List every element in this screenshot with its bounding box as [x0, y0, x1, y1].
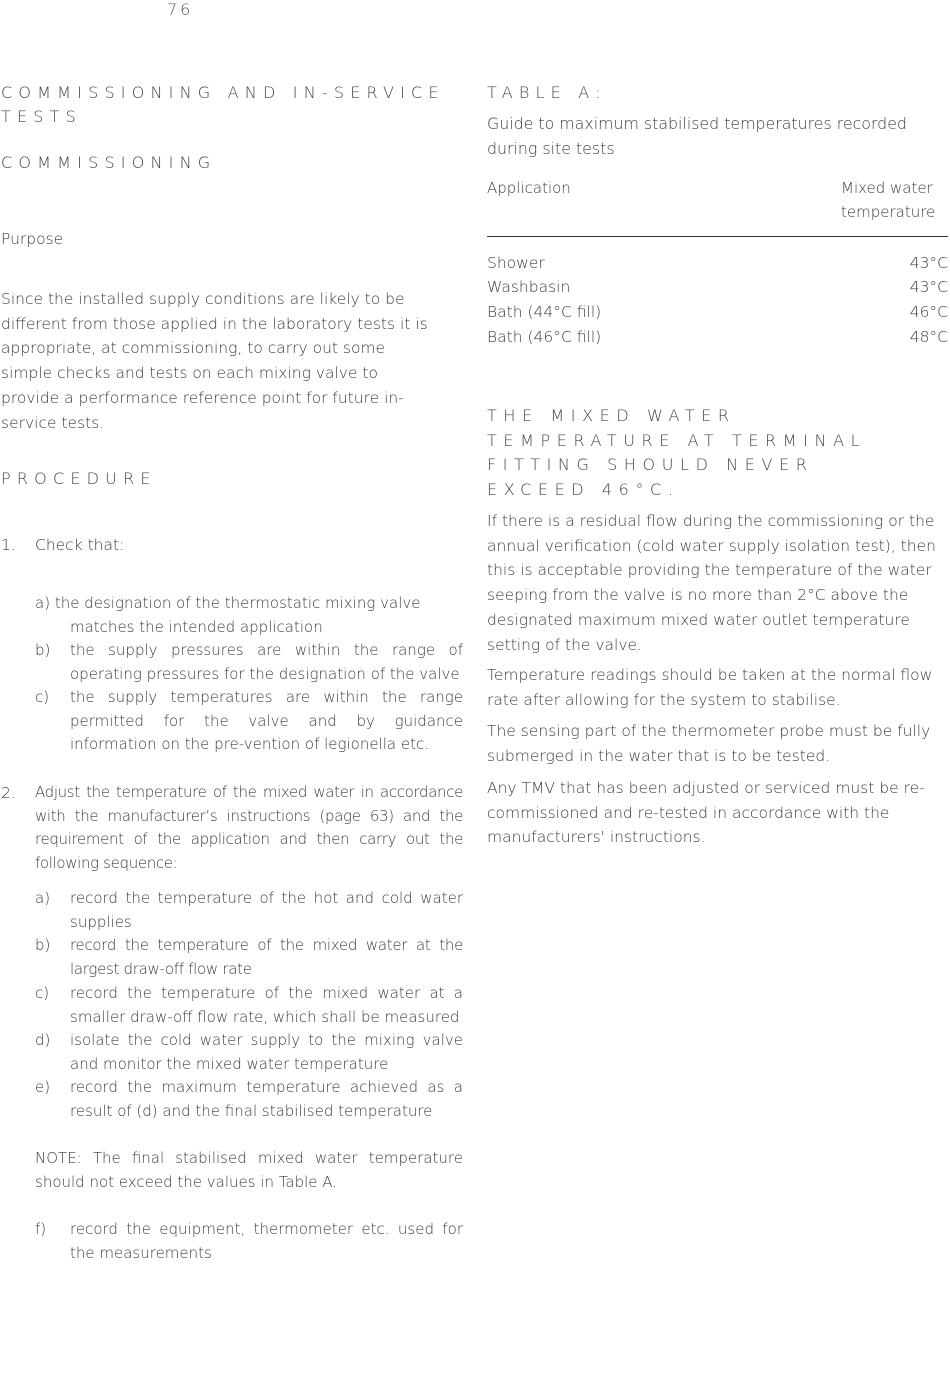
- item-key: d): [35, 1031, 51, 1049]
- item-text: record the maximum temperature achieved as a result of (d) and the final stabilised temperature: [70, 1078, 463, 1120]
- item-text: record the temperature of the mixed water at a smaller draw-off flow rate, which shall be measured: [70, 984, 463, 1026]
- table-row: [487, 300, 948, 325]
- page-number: 76: [167, 0, 194, 19]
- warning-text: THE MIXED WATER TEMPERATURE AT TERMINAL FITTING SHOULD NEVER EXCEED 46°C.: [487, 406, 867, 499]
- table-cell-application: Shower: [487, 254, 545, 272]
- table-cell-temperature: 43°C: [909, 254, 948, 272]
- list-item: [35, 887, 463, 934]
- paragraph: Any TMV that has been adjusted or serviced must be re-commissioned and re-tested in accordance with the manufacturers' instructions.: [487, 779, 925, 847]
- purpose-text: Since the installed supply conditions are likely to be different from those applied in the laboratory tests it is appropriate, at commissioning, to carry out some simple checks and tests on each mixing valve to provide a performance reference point for future in-service tests.: [1, 290, 428, 432]
- item-key: b): [35, 936, 51, 954]
- subsection-heading: COMMISSIONING: [1, 153, 217, 172]
- list-item: [35, 1029, 463, 1076]
- item-key: c): [35, 688, 50, 706]
- table-divider: [487, 236, 948, 237]
- table-header-temperature: [841, 177, 935, 224]
- step-2-number: 2.: [1, 784, 16, 802]
- item-text: record the temperature of the hot and cold water supplies: [70, 889, 463, 931]
- table-caption: Guide to maximum stabilised temperatures recorded during site tests: [487, 114, 907, 158]
- paragraph: The sensing part of the thermometer probe must be fully submerged in the water that is to be tested.: [487, 722, 931, 765]
- item-text: the designation of the thermostatic mixing valve matches the intended application: [54, 594, 421, 636]
- table-cell-temperature: 43°C: [909, 278, 948, 296]
- table-header-application: Application: [487, 179, 571, 197]
- table-cell-application: Bath (46°C fill): [487, 328, 602, 346]
- item-text: the supply temperatures are within the range permitted for the valve and by guidance information on the pre-vention of legionella etc.: [70, 688, 463, 754]
- procedure-heading: PROCEDURE: [1, 469, 157, 488]
- table-row: [487, 251, 948, 276]
- item-text: record the equipment, thermometer etc. used for the measurements: [70, 1220, 463, 1262]
- item-key: e): [35, 1078, 51, 1096]
- table-cell-application: Bath (44°C fill): [487, 303, 602, 321]
- step-2-text: Adjust the temperature of the mixed water in accordance with the manufacturer’s instructions (page 63) and the requirement of the application and then carry out the following sequence:: [35, 783, 463, 872]
- item-key: b): [35, 641, 51, 659]
- item-key: f): [35, 1220, 47, 1238]
- item-text: the supply pressures are within the range of operating pressures for the designation of the valve: [70, 641, 463, 683]
- item-key: a): [35, 889, 51, 907]
- step-1-text: Check that:: [35, 536, 125, 554]
- table-cell-temperature: 48°C: [909, 328, 948, 346]
- purpose-label: Purpose: [1, 230, 64, 248]
- paragraph: If there is a residual flow during the commissioning or the annual verification (cold water supply isolation test), then this is acceptable providing the temperature of the water seeping from the valve is no more than 2°C above the designated maximum mixed water outlet temperature setting of the valve.: [487, 512, 936, 654]
- list-item: [35, 982, 463, 1029]
- list-item: [35, 1076, 463, 1123]
- table-heading: TABLE A:: [487, 83, 607, 102]
- table-cell-application: Washbasin: [487, 278, 571, 296]
- item-key: c): [35, 984, 50, 1002]
- list-item: [35, 686, 463, 757]
- item-key: a): [35, 594, 51, 612]
- list-item: [35, 592, 463, 639]
- section-heading: COMMISSIONING AND IN-SERVICE TESTS: [1, 83, 445, 126]
- table-cell-temperature: 46°C: [909, 303, 948, 321]
- list-item: [35, 1218, 463, 1265]
- list-item: [35, 639, 463, 686]
- item-text: isolate the cold water supply to the mixing valve and monitor the mixed water temperature: [70, 1031, 463, 1073]
- table-header-temp-line1: Mixed water: [841, 179, 933, 197]
- paragraph: Temperature readings should be taken at the normal flow rate after allowing for the system to stabilise.: [487, 666, 933, 709]
- table-header-temp-line2: temperature: [841, 202, 936, 221]
- item-text: record the temperature of the mixed water at the largest draw-off flow rate: [70, 936, 463, 978]
- list-item: [35, 934, 463, 981]
- table-row: [487, 275, 948, 300]
- step-1-number: 1.: [1, 536, 16, 554]
- note-text: NOTE: The final stabilised mixed water temperature should not exceed the values in Table A.: [35, 1149, 463, 1191]
- table-row: [487, 325, 948, 350]
